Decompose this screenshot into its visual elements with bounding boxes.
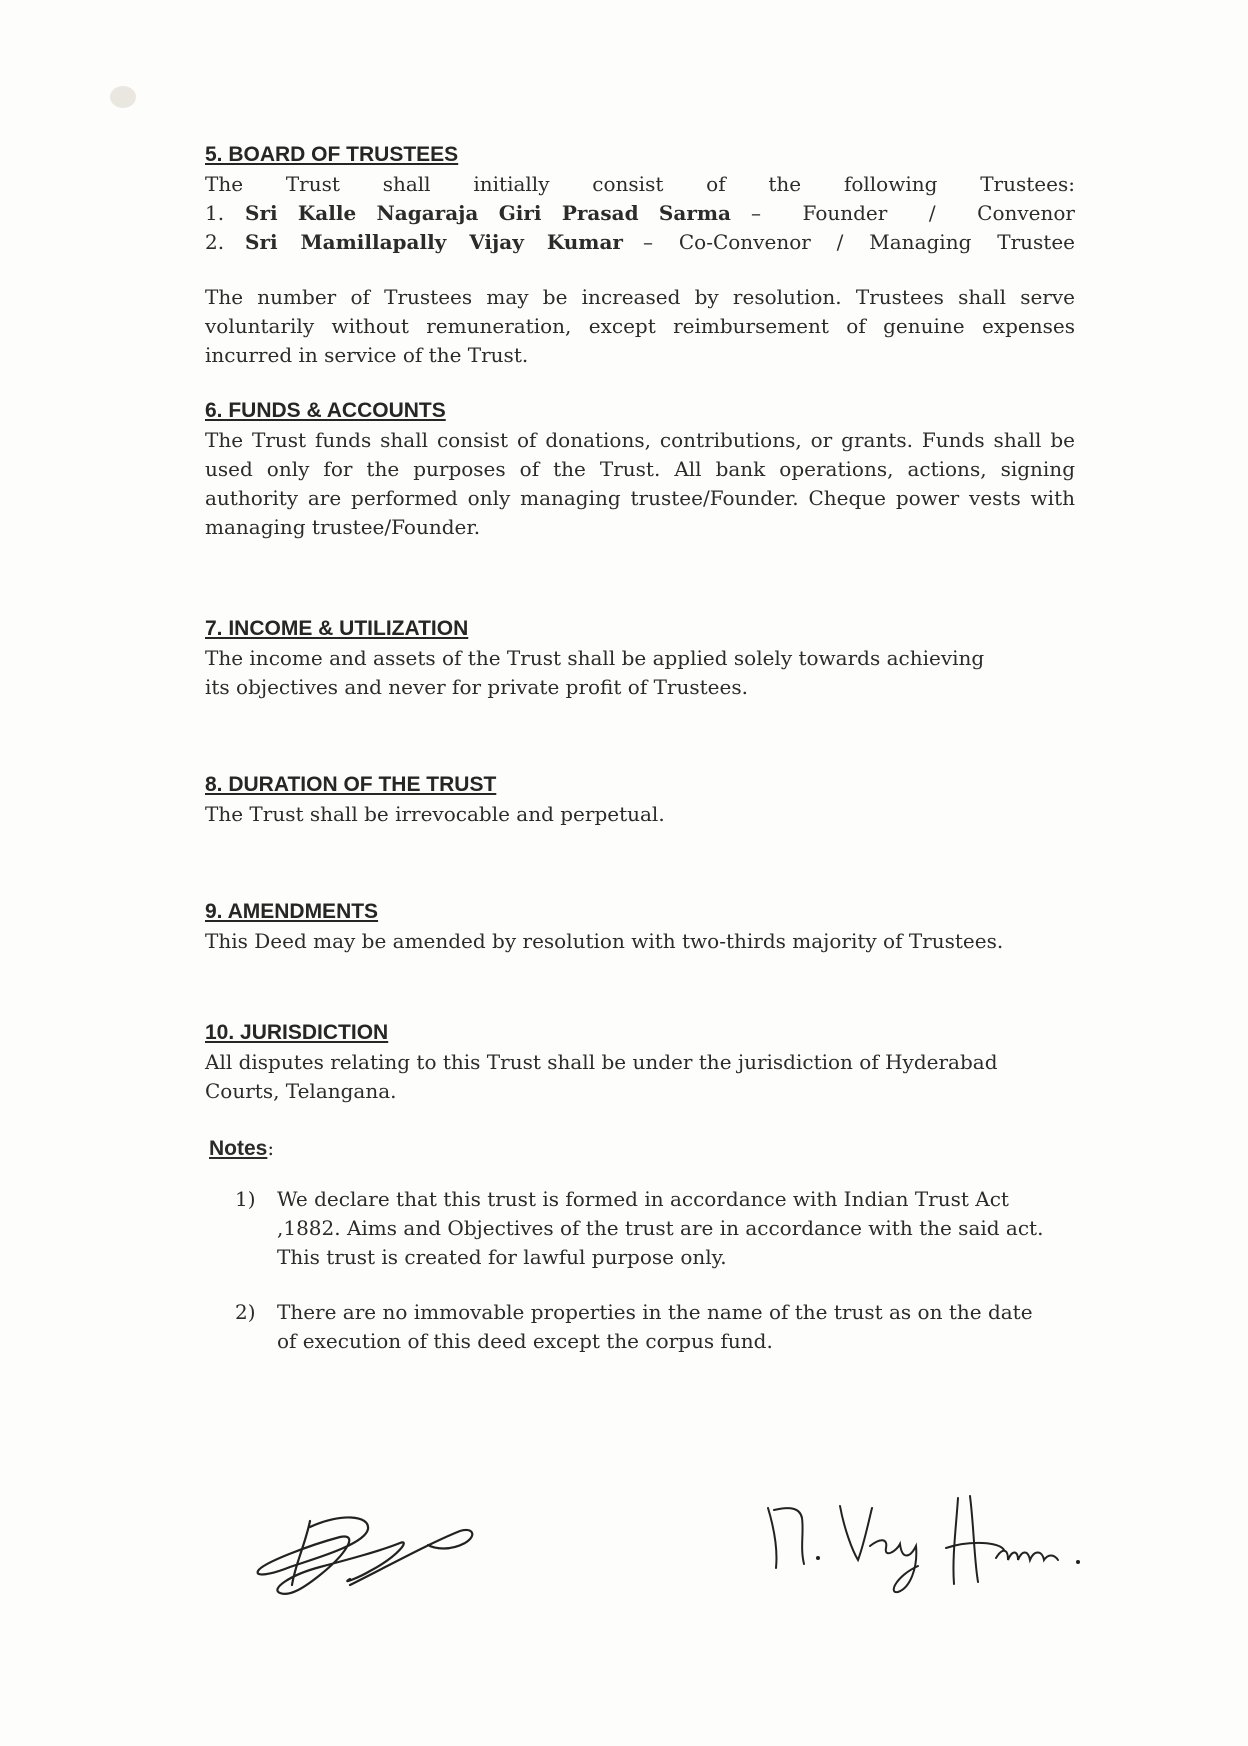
trustee-role-word: Founder: [802, 201, 888, 225]
section-paragraph: All disputes relating to this Trust shall be under the jurisdiction of Hyderabad Courts, Telangana.: [205, 1050, 998, 1103]
section-board-of-trustees: [205, 140, 1075, 370]
deed-content: [205, 140, 1075, 1356]
trustee-name-word: Prasad: [561, 201, 639, 225]
paper-blemish: [110, 86, 136, 108]
trustee-role-word: /: [928, 201, 936, 225]
trustee-role-word: –: [751, 201, 761, 225]
trustee-name-word: Sri: [245, 201, 278, 225]
section-heading: 5. BOARD OF TRUSTEES: [205, 143, 459, 166]
managing-trustee-signature: [760, 1488, 1120, 1598]
intro-word: the: [768, 172, 802, 196]
section-heading: 10. JURISDICTION: [205, 1021, 389, 1044]
notes-heading: [209, 1134, 1075, 1163]
section-heading: 9. AMENDMENTS: [205, 900, 379, 923]
section-paragraph: This Deed may be amended by resolution with two-thirds majority of Trustees.: [205, 929, 1004, 953]
section-paragraph: The Trust funds shall consist of donations, contributions, or grants. Funds shall be used only for the purposes of the Trust. All bank operations, actions, signing authority are performed only managing trustee/Founder. Cheque power vests with managing trustee/Founder.: [205, 428, 1075, 539]
section-funds-accounts: [205, 396, 1075, 542]
notes-colon: :: [267, 1136, 275, 1160]
section-income-utilization: [205, 614, 1075, 702]
note-number: 2): [235, 1300, 256, 1324]
trustee-number: 2.: [205, 230, 225, 254]
note-number: 1): [235, 1187, 256, 1211]
section-jurisdiction: [205, 1018, 1075, 1106]
trustee-name-word: Sarma: [658, 201, 731, 225]
section-heading: 7. INCOME & UTILIZATION: [205, 617, 469, 640]
note-item: [235, 1185, 1045, 1272]
trustee-name-word: Giri: [498, 201, 542, 225]
intro-word: following: [843, 172, 938, 196]
note-item: [235, 1298, 1045, 1356]
section-amendments: [205, 897, 1075, 956]
intro-word: Trustees:: [980, 172, 1075, 196]
intro-word: shall: [382, 172, 431, 196]
trustee-line: [205, 228, 1075, 257]
notes-block: [205, 1134, 1075, 1356]
trustee-name-word: Nagaraja: [376, 201, 479, 225]
trustee-name-word: Sri: [245, 230, 278, 254]
intro-word: initially: [473, 172, 550, 196]
trustee-role: [643, 228, 1075, 257]
trustee-line: [205, 199, 1075, 228]
trustee-role-word: Convenor: [977, 201, 1075, 225]
trustee-role-word: /: [836, 230, 844, 254]
trustee-name: [245, 199, 731, 228]
trustee-role-word: Co-Convenor: [678, 230, 811, 254]
trustee-name-word: Kalle: [297, 201, 357, 225]
trustee-name-word: Vijay: [469, 230, 524, 254]
section-paragraph: The income and assets of the Trust shall be applied solely towards achieving its objectives and never for private profit of Trustees.: [205, 646, 985, 699]
trustee-name: [245, 228, 623, 257]
trustee-role-word: –: [643, 230, 653, 254]
section-heading: 6. FUNDS & ACCOUNTS: [205, 399, 446, 422]
note-text: We declare that this trust is formed in accordance with Indian Trust Act ,1882. Aims and Objectives of the trust are in accordance with the said act. This trust is created for lawful purpose only.: [277, 1187, 1044, 1269]
notes-title: Notes: [209, 1137, 268, 1160]
intro-word: of: [706, 172, 726, 196]
intro-word: Trust: [285, 172, 340, 196]
trustee-role-word: Trustee: [997, 230, 1075, 254]
section-paragraph: The Trust shall be irrevocable and perpetual.: [205, 802, 665, 826]
trustee-number: 1.: [205, 201, 225, 225]
trustee-list: [205, 199, 1075, 257]
note-text: There are no immovable properties in the name of the trust as on the date of execution of this deed except the corpus fund.: [277, 1300, 1033, 1353]
founder-signature: [250, 1505, 480, 1605]
section-paragraph: The number of Trustees may be increased by resolution. Trustees shall serve voluntarily without remuneration, except reimbursement of genuine expenses incurred in service of the Trust.: [205, 285, 1075, 367]
trustee-role-word: Managing: [869, 230, 972, 254]
trustee-name-word: Kumar: [546, 230, 623, 254]
section-duration: [205, 770, 1075, 829]
section-heading: 8. DURATION OF THE TRUST: [205, 773, 497, 796]
trustee-role: [751, 199, 1075, 228]
intro-word: consist: [592, 172, 664, 196]
intro-word: The: [205, 172, 244, 196]
trustee-name-word: Mamillapally: [300, 230, 447, 254]
trustees-intro-line: [205, 170, 1075, 199]
